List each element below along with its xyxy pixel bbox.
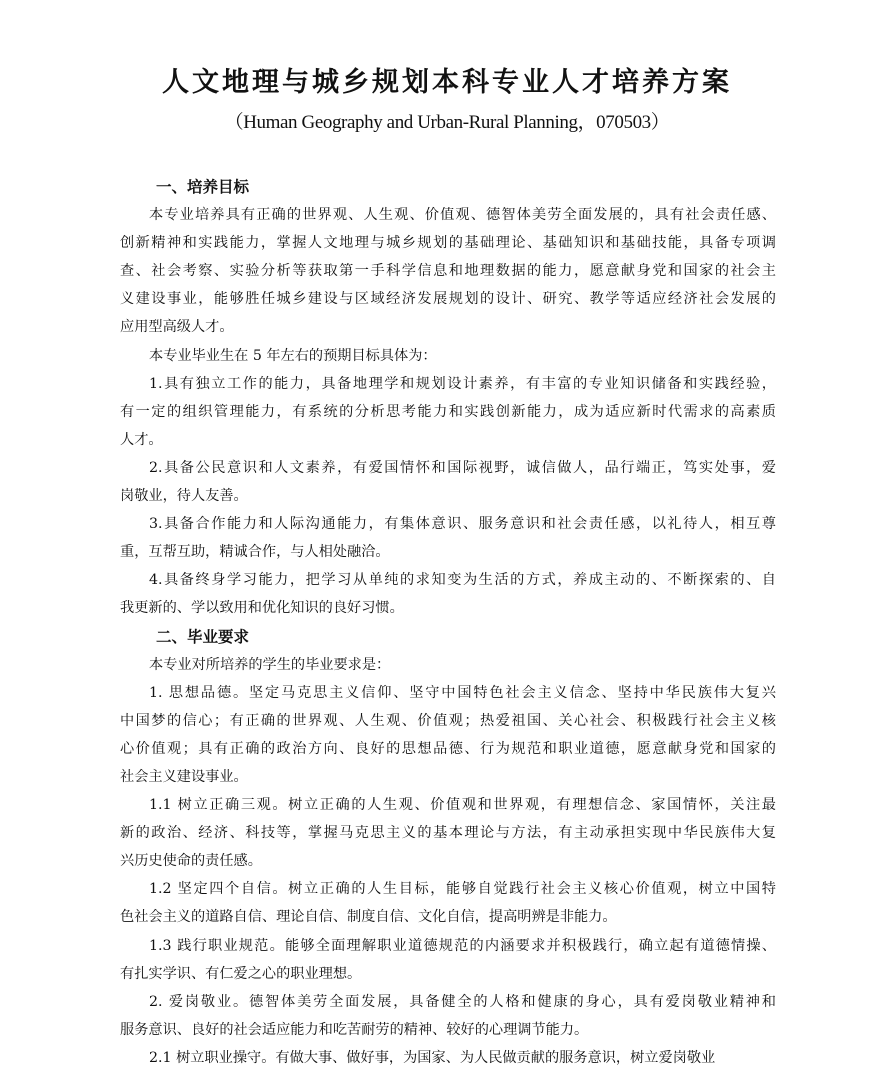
paragraph [120,370,776,454]
paragraph-line: 岗敬业，待人友善。 [120,488,248,505]
paragraph-line: 新的政治、经济、科技等，掌握马克思主义的基本理论与方法，有主动承担实现中华民族伟大复 [120,825,776,842]
paragraph [120,651,776,679]
section-heading: 一、培养目标 [156,178,250,196]
paragraph-line: 有扎实学识、有仁爱之心的职业理想。 [120,965,362,982]
paragraph-line: 1.3 践行职业规范。能够全面理解职业道德规范的内涵要求并积极践行，确立起有道德情操、 [149,937,776,954]
paragraph [120,1044,776,1072]
paragraph [120,342,776,370]
paragraph-line: 重，互帮互助，精诚合作，与人相处融洽。 [120,544,390,561]
paragraph [120,510,776,566]
paragraph-line: 我更新的、学以致用和优化知识的良好习惯。 [120,600,404,617]
paragraph-line: 有一定的组织管理能力，有系统的分析思考能力和实践创新能力，成为适应新时代需求的高素质 [120,403,776,420]
paragraph [120,679,776,791]
document-title: 人文地理与城乡规划本科专业人才培养方案 [162,67,732,98]
paragraph-line: 2. 爱岗敬业。德智体美劳全面发展，具备健全的人格和健康的身心，具有爱岗敬业精神和 [149,993,776,1010]
document-body [120,173,776,1072]
paragraph [120,454,776,510]
paragraph-line: 3.具备合作能力和人际沟通能力，有集体意识、服务意识和社会责任感，以礼待人，相互尊 [149,516,776,533]
section-heading: 二、毕业要求 [156,627,250,646]
paragraph-line: 色社会主义的道路自信、理论自信、制度自信、文化自信，提高明辨是非能力。 [120,909,617,926]
paragraph [120,791,776,875]
paragraph-line: 1.2 坚定四个自信。树立正确的人生目标，能够自觉践行社会主义核心价值观，树立中国特 [149,881,776,898]
paragraph-line: 服务意识、良好的社会适应能力和吃苦耐劳的精神、较好的心理调节能力。 [120,1021,589,1038]
paragraph [120,566,776,622]
paragraph-line: 查、社会考察、实验分析等获取第一手科学信息和地理数据的能力，愿意献身党和国家的社会主 [120,263,776,280]
paragraph-line: 心价值观；具有正确的政治方向、良好的思想品德、行为规范和职业道德，愿意献身党和国家的 [120,740,776,757]
paragraph [120,875,776,931]
paragraph [120,932,776,988]
paragraph [120,988,776,1044]
paragraph-line: 创新精神和实践能力，掌握人文地理与城乡规划的基础理论、基础知识和基础技能，具备专项调 [120,235,776,252]
paragraph-line: 本专业培养具有正确的世界观、人生观、价值观、德智体美劳全面发展的，具有社会责任感、 [149,207,776,224]
paragraph-line: 本专业毕业生在 5 年左右的预期目标具体为： [149,347,437,364]
paragraph-line: 本专业对所培养的学生的毕业要求是： [149,656,391,673]
paragraph-line: 社会主义建设事业。 [120,768,248,785]
paragraph-line: 4.具备终身学习能力，把学习从单纯的求知变为生活的方式，养成主动的、不断探索的、自 [149,572,776,589]
paragraph-line: 义建设事业，能够胜任城乡建设与区域经济发展规划的设计、研究、教学等适应经济社会发展的 [120,291,776,308]
paragraph-line: 2.1 树立职业操守。有做大事、做好事，为国家、为人民做贡献的服务意识，树立爱岗敬业 [149,1049,716,1066]
paragraph-line: 应用型高级人才。 [120,319,234,336]
paragraph-line: 1.1 树立正确三观。树立正确的人生观、价值观和世界观，有理想信念、家国情怀，关注最 [149,797,776,814]
paragraph-line: 兴历史使命的责任感。 [120,853,262,870]
paragraph-line: 人才。 [120,431,163,448]
paragraph-line: 1.具有独立工作的能力，具备地理学和规划设计素养，有丰富的专业知识储备和实践经验， [149,375,776,392]
paragraph-line: 2.具备公民意识和人文素养，有爱国情怀和国际视野，诚信做人，品行端正，笃实处事，爱 [149,459,776,476]
paragraph [120,201,776,341]
paragraph-line: 1. 思想品德。坚定马克思主义信仰、坚守中国特色社会主义信念、坚持中华民族伟大复兴 [149,684,776,701]
document-subtitle: （Human Geography and Urban-Rural Planning，070503） [224,112,670,133]
paragraph-line: 中国梦的信心；有正确的世界观、人生观、价值观；热爱祖国、关心社会、积极践行社会主义核 [120,712,776,729]
